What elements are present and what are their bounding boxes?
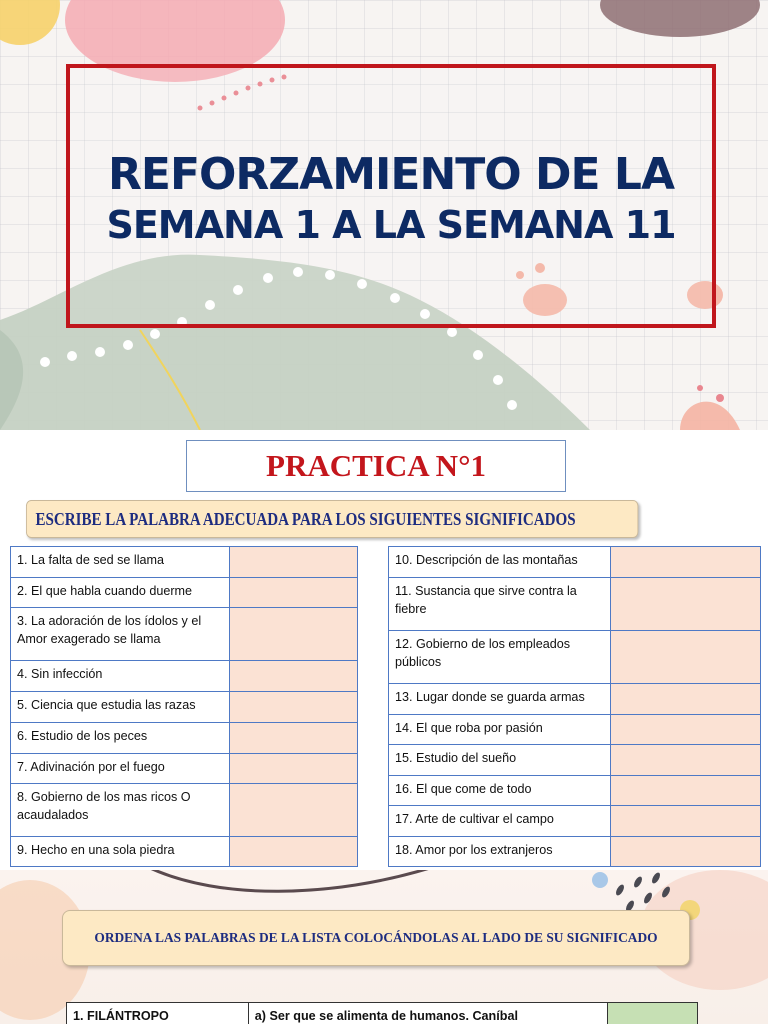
instruction-text: ESCRIBE LA PALABRA ADECUADA PARA LOS SIGUIENTES SIGNIFICADOS [35,508,576,529]
answer-cell[interactable] [230,837,358,867]
definition-text: 13. Lugar donde se guarda armas [389,684,611,715]
match-word: 1. FILÁNTROPO [67,1003,249,1024]
answer-cell[interactable] [611,684,761,715]
table-row [11,608,358,661]
match-answer-cell[interactable] [608,1003,698,1024]
answer-cell[interactable] [230,723,358,754]
answer-cell[interactable] [230,692,358,723]
table-row [11,547,358,578]
definition-text: 1. La falta de sed se llama [11,547,230,578]
definition-text: 15. Estudio del sueño [389,745,611,776]
definition-text: 18. Amor por los extranjeros [389,837,611,867]
ordering-instruction-banner [62,910,690,966]
table-row [389,715,761,745]
definition-text: 17. Arte de cultivar el campo [389,806,611,837]
answer-cell[interactable] [230,754,358,784]
table-row [389,806,761,837]
cover-title-line1: REFORZAMIENTO DE LA [108,148,674,200]
practice-title: PRACTICA N°1 [186,440,566,492]
answer-cell[interactable] [611,806,761,837]
answer-cell[interactable] [611,837,761,867]
answer-cell[interactable] [611,776,761,806]
title-frame [66,64,716,328]
answer-cell[interactable] [611,547,761,578]
table-row [389,776,761,806]
definition-text: 6. Estudio de los peces [11,723,230,754]
matching-table [66,1002,698,1024]
answer-cell[interactable] [230,608,358,661]
definition-text: 4. Sin infección [11,661,230,692]
answer-cell[interactable] [611,631,761,684]
table-row [389,578,761,631]
table-row [11,837,358,867]
table-row [389,837,761,867]
cover-section [0,0,768,430]
table-row [11,723,358,754]
definition-text: 9. Hecho en una sola piedra [11,837,230,867]
definition-text: 8. Gobierno de los mas ricos O acaudalados [11,784,230,837]
definition-text: 5. Ciencia que estudia las razas [11,692,230,723]
definition-text: 14. El que roba por pasión [389,715,611,745]
table-row [11,578,358,608]
match-meaning: a) Ser que se alimenta de humanos. Caníbal [248,1003,607,1024]
cover-title-line2: SEMANA 1 A LA SEMANA 11 [106,202,676,247]
definitions-table-left [10,546,358,867]
answer-cell[interactable] [230,578,358,608]
instruction-banner [26,500,638,538]
definition-text: 11. Sustancia que sirve contra la fiebre [389,578,611,631]
table-row [11,661,358,692]
table-row [11,784,358,837]
table-row [389,684,761,715]
ordering-section [0,870,768,1024]
answer-cell[interactable] [230,547,358,578]
ordering-instruction-text: ORDENA LAS PALABRAS DE LA LISTA COLOCÁNDOLAS AL LADO DE SU SIGNIFICADO [94,930,658,945]
answer-cell[interactable] [611,745,761,776]
table-row [389,631,761,684]
answer-cell[interactable] [230,784,358,837]
table-row [67,1003,698,1024]
table-row [389,745,761,776]
definition-text: 16. El que come de todo [389,776,611,806]
table-row [11,692,358,723]
answer-cell[interactable] [611,715,761,745]
definition-text: 10. Descripción de las montañas [389,547,611,578]
answer-cell[interactable] [230,661,358,692]
definition-text: 7. Adivinación por el fuego [11,754,230,784]
table-row [389,547,761,578]
definitions-table-right [388,546,761,867]
answer-cell[interactable] [611,578,761,631]
table-row [11,754,358,784]
practice-section [0,430,768,870]
definition-text: 3. La adoración de los ídolos y el Amor exagerado se llama [11,608,230,661]
definition-text: 2. El que habla cuando duerme [11,578,230,608]
definition-text: 12. Gobierno de los empleados públicos [389,631,611,684]
